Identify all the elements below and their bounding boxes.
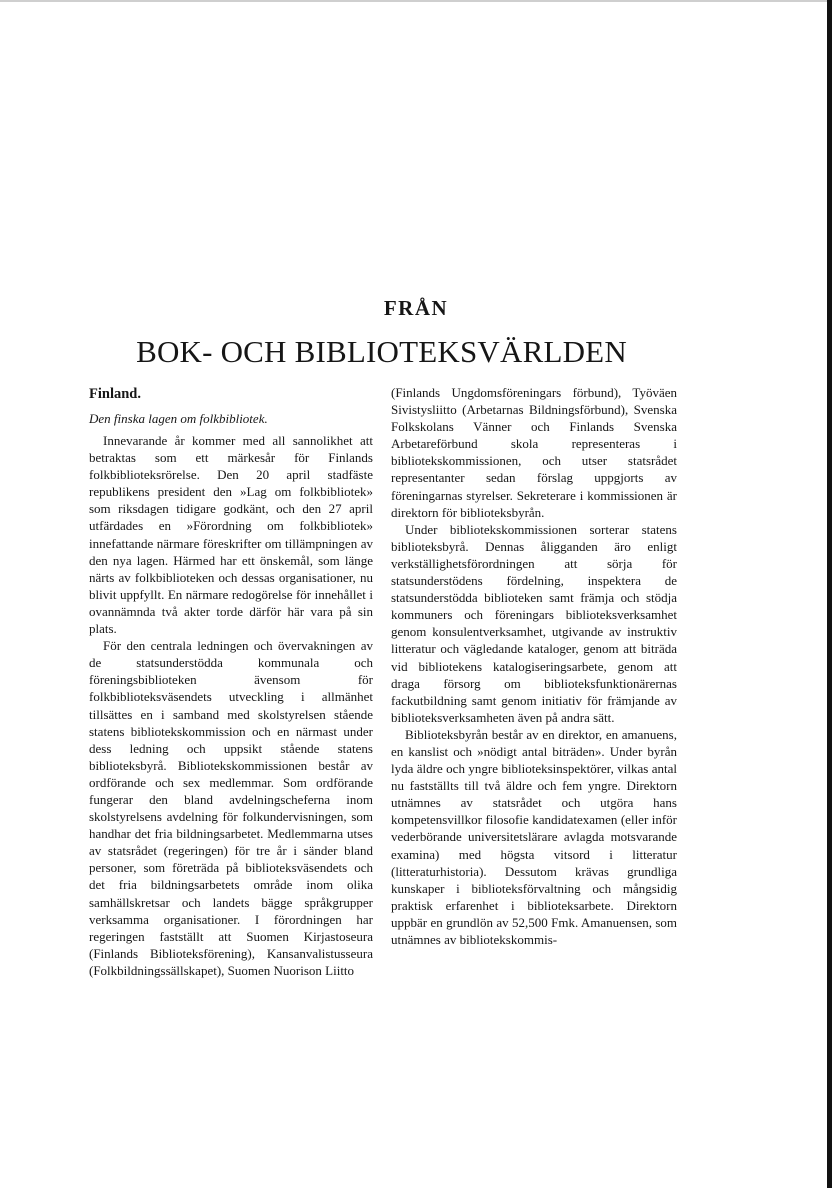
section-subheading: Den finska lagen om folkbibliotek. (89, 411, 268, 426)
paragraph: Under bibliotekskommissionen sorterar statens biblioteksbyrå. Dennas åligganden äro enligt verkställighetsförordningen att sörja för statsunderstödens fördelning, inspektera de statsunderstödda biblioteken samt främja och stödja kommuners och föreningars biblioteksverksamhet genom konsulentverksamhet, utgivande av instruktiv litteratur och vägledande kataloger, genom att biträda vid bibliotekens katalogiseringsarbete, genom att draga försorg om biblioteksfunktionärernas fackutbildning samt genom initiativ för främjande av biblioteksverksamheten även på andra sätt. (391, 521, 677, 725)
paragraph: För den centrala ledningen och övervakningen av de statsunderstödda kommunala och föreningsbiblioteken ävensom för folkbiblioteksväsendets utveckling i allmänhet tillsättes en i samband med skolstyrelsen stående statens bibliotekskommission och en närmast under dess ledning och uppsikt stående statens biblioteksbyrå. Bibliotekskommissionen består av ordförande och sex medlemmar. Som ordförande fungerar den bland avdelningscheferna inom skolstyrelsens avdelning för folkundervisningen, som handhar det fria bildningsarbetet. Medlemmarna utses av statsrådet (regeringen) för tre år i sänder bland personer, som företräda på biblioteksväsendets och det fria bildningsarbetets område inom olika samhällskretsar och landets bägge språkgrupper verksamma organisationer. I förordningen har regeringen fastställt att Suomen Kirjastoseura (Finlands Biblioteksförening), Kansanvalistusseura (Folkbildningssällskapet), Suomen Nuorison Liitto (89, 638, 373, 978)
scan-right-edge (827, 0, 832, 1188)
paragraph: (Finlands Ungdomsföreningars förbund), Työväen Sivistysliitto (Arbetarnas Bildningsförbund), Svenska Folkskolans Vänner och Finlands Svenska Arbetareförbund skola representeras i bibliotekskommissionen, och utser statsrådet representanter sedan förslag uppgjorts av föreningarnas styrelser. Sekreterare i kommissionen är direktorn för biblioteksbyrån. (391, 385, 677, 520)
right-column (391, 384, 677, 948)
page-title: BOK- OCH BIBLIOTEKSVÄRLDEN (136, 334, 627, 369)
paragraph: Innevarande år kommer med all sannolikhet att betraktas som ett märkesår för Finlands folkbiblioteksrörelse. Den 20 april stadfäste republikens president den »Lag om folkbibliotek» som riksdagen tidigare godkänt, och den 27 april utfärdades en »Förordning om folkbibliotek» innefattande närmare föreskrifter om tillämpningen av den nya lagen. Härmed har ett önskemål, som länge närts av folkbiblioteken och dessas organisationer, nu blivit uppfyllt. En närmare redogörelse för innehållet i ovannämnda två akter torde därför här vara på sin plats. (89, 433, 373, 637)
page-kicker: FRÅN (383, 296, 449, 320)
scan-top-edge (0, 0, 832, 2)
section-heading: Finland. (89, 386, 141, 402)
left-column (89, 384, 373, 979)
paragraph: Biblioteksbyrån består av en direktor, en amanuens, en kanslist och »nödigt antal biträden». Under byrån lyda äldre och yngre biblioteksinspektörer, vilkas antal nu fastställts till två äldre och fem yngre. Direktorn utnämnes av statsrådet och utgöra hans kompetensvillkor filosofie kandidatexamen (eller inför vederbörande universitetslärare avlagda motsvarande examina) med högsta vitsord i litteratur (litteraturhistoria). Dessutom krävas grundliga kunskaper i biblioteksförvaltning och mångsidig praktisk erfarenhet i biblioteksarbete. Direktorn uppbär en grundlön av 52,500 Fmk. Amanuensen, som utnämnes av bibliotekskommis- (391, 726, 677, 947)
